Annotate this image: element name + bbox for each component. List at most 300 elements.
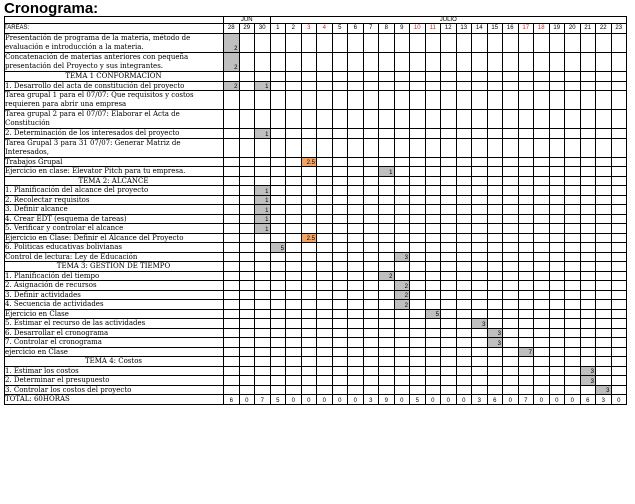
day-cell	[441, 34, 457, 53]
day-cell	[503, 53, 519, 72]
day-cell	[488, 82, 504, 92]
day-cell	[379, 234, 395, 244]
day-cell	[379, 262, 395, 272]
day-cell	[395, 53, 411, 72]
day-cell	[333, 72, 349, 82]
day-cell	[240, 110, 256, 129]
day-cell	[488, 196, 504, 206]
day-cell	[302, 72, 318, 82]
day-cell	[426, 139, 442, 158]
day-cell	[255, 253, 271, 263]
day-cell	[503, 139, 519, 158]
day-cell	[472, 300, 488, 310]
day-cell	[317, 376, 333, 386]
day-cell	[240, 300, 256, 310]
task-bar: 3	[596, 386, 612, 396]
day-cell	[550, 281, 566, 291]
day-cell	[596, 224, 612, 234]
day-cell	[333, 215, 349, 225]
day-cell	[503, 357, 519, 367]
day-header: 23	[612, 24, 628, 34]
day-cell	[286, 357, 302, 367]
day-cell	[255, 177, 271, 187]
day-cell	[457, 281, 473, 291]
day-cell	[302, 357, 318, 367]
day-cell	[596, 129, 612, 139]
day-cell	[426, 158, 442, 168]
day-cell	[503, 262, 519, 272]
task-name: Ejercicio en Clase	[4, 310, 224, 320]
day-cell	[534, 272, 550, 282]
day-cell	[472, 129, 488, 139]
day-cell	[271, 158, 287, 168]
day-cell	[550, 262, 566, 272]
day-cell	[441, 224, 457, 234]
day-cell	[317, 291, 333, 301]
day-cell	[581, 386, 597, 396]
day-cell	[426, 243, 442, 253]
day-header: 30	[255, 24, 271, 34]
day-cell	[596, 158, 612, 168]
day-cell	[317, 53, 333, 72]
day-cell	[519, 91, 535, 110]
task-bar: 1	[255, 129, 271, 139]
day-cell	[348, 196, 364, 206]
day-cell	[441, 215, 457, 225]
day-cell	[457, 186, 473, 196]
day-cell	[348, 262, 364, 272]
task-name: 2. Determinación de los interesados del proyecto	[4, 129, 224, 139]
day-cell	[348, 234, 364, 244]
day-cell	[364, 253, 380, 263]
day-cell	[581, 139, 597, 158]
day-cell	[596, 234, 612, 244]
task-bar: 1	[255, 196, 271, 206]
day-cell	[395, 139, 411, 158]
day-cell	[612, 139, 628, 158]
day-cell	[224, 139, 240, 158]
day-cell	[317, 367, 333, 377]
day-cell	[612, 376, 628, 386]
day-cell	[333, 300, 349, 310]
day-cell	[333, 253, 349, 263]
day-cell	[395, 205, 411, 215]
day-cell	[317, 205, 333, 215]
day-cell	[550, 53, 566, 72]
day-cell	[441, 338, 457, 348]
day-cell	[519, 72, 535, 82]
day-cell	[348, 291, 364, 301]
day-cell	[410, 129, 426, 139]
day-cell	[457, 310, 473, 320]
task-bar: 3	[581, 367, 597, 377]
day-cell	[271, 53, 287, 72]
day-cell	[271, 338, 287, 348]
day-cell	[565, 215, 581, 225]
day-cell	[612, 348, 628, 358]
day-cell	[426, 91, 442, 110]
day-cell	[302, 224, 318, 234]
day-cell	[457, 53, 473, 72]
day-cell	[364, 110, 380, 129]
day-cell	[255, 338, 271, 348]
day-cell	[550, 91, 566, 110]
day-cell	[534, 281, 550, 291]
day-cell	[410, 348, 426, 358]
month-header: JULIO	[271, 16, 628, 24]
day-cell	[565, 205, 581, 215]
day-cell	[612, 243, 628, 253]
day-cell	[271, 329, 287, 339]
day-cell	[550, 110, 566, 129]
day-cell	[379, 110, 395, 129]
day-header: 3	[302, 24, 318, 34]
day-cell	[224, 224, 240, 234]
day-cell	[364, 139, 380, 158]
total-cell: 6	[488, 395, 504, 405]
day-cell	[240, 53, 256, 72]
day-cell	[224, 158, 240, 168]
day-cell	[333, 281, 349, 291]
day-cell	[596, 82, 612, 92]
day-cell	[519, 53, 535, 72]
day-cell	[612, 53, 628, 72]
day-cell	[255, 319, 271, 329]
day-cell	[317, 110, 333, 129]
day-cell	[534, 110, 550, 129]
day-cell	[441, 91, 457, 110]
day-cell	[426, 253, 442, 263]
day-cell	[224, 329, 240, 339]
day-cell	[271, 129, 287, 139]
day-cell	[534, 196, 550, 206]
day-cell	[581, 224, 597, 234]
day-cell	[286, 234, 302, 244]
day-cell	[488, 300, 504, 310]
day-cell	[503, 177, 519, 187]
day-cell	[441, 205, 457, 215]
day-cell	[410, 272, 426, 282]
day-cell	[379, 281, 395, 291]
day-cell	[534, 234, 550, 244]
day-cell	[348, 329, 364, 339]
day-cell	[550, 139, 566, 158]
day-cell	[534, 139, 550, 158]
day-cell	[472, 338, 488, 348]
day-cell	[472, 186, 488, 196]
day-cell	[333, 386, 349, 396]
day-cell	[472, 53, 488, 72]
day-cell	[519, 357, 535, 367]
day-cell	[565, 186, 581, 196]
day-cell	[550, 243, 566, 253]
day-cell	[503, 243, 519, 253]
day-header: 7	[364, 24, 380, 34]
day-cell	[255, 272, 271, 282]
day-cell	[488, 348, 504, 358]
day-cell	[472, 224, 488, 234]
day-cell	[426, 386, 442, 396]
day-cell	[488, 243, 504, 253]
total-cell: 0	[441, 395, 457, 405]
day-cell	[612, 224, 628, 234]
day-cell	[348, 272, 364, 282]
task-name: Ejercicio en clase: Elevator Pitch para tu empresa.	[4, 167, 224, 177]
day-cell	[534, 224, 550, 234]
day-cell	[565, 234, 581, 244]
day-cell	[550, 272, 566, 282]
task-name: Tarea Grupal 3 para 31 07/07: Generar Matriz de Interesados,	[4, 139, 224, 158]
day-cell	[550, 167, 566, 177]
day-cell	[271, 91, 287, 110]
day-cell	[488, 158, 504, 168]
day-cell	[317, 272, 333, 282]
day-cell	[612, 300, 628, 310]
day-cell	[240, 367, 256, 377]
day-cell	[255, 234, 271, 244]
day-cell	[348, 72, 364, 82]
day-cell	[348, 110, 364, 129]
day-cell	[364, 348, 380, 358]
day-cell	[317, 82, 333, 92]
day-cell	[364, 281, 380, 291]
day-cell	[519, 262, 535, 272]
day-cell	[441, 53, 457, 72]
day-cell	[457, 253, 473, 263]
day-cell	[395, 310, 411, 320]
day-cell	[410, 224, 426, 234]
day-cell	[581, 110, 597, 129]
day-cell	[271, 367, 287, 377]
day-cell	[302, 215, 318, 225]
day-cell	[565, 196, 581, 206]
day-cell	[410, 281, 426, 291]
day-cell	[317, 310, 333, 320]
day-cell	[488, 291, 504, 301]
day-cell	[379, 253, 395, 263]
day-cell	[302, 262, 318, 272]
day-cell	[426, 367, 442, 377]
day-cell	[534, 367, 550, 377]
task-bar: 1	[255, 215, 271, 225]
day-cell	[379, 53, 395, 72]
day-cell	[240, 262, 256, 272]
day-cell	[534, 215, 550, 225]
day-cell	[271, 253, 287, 263]
day-cell	[224, 196, 240, 206]
day-cell	[550, 196, 566, 206]
day-cell	[612, 319, 628, 329]
day-cell	[550, 300, 566, 310]
day-cell	[612, 129, 628, 139]
day-cell	[581, 205, 597, 215]
day-cell	[317, 243, 333, 253]
day-cell	[550, 72, 566, 82]
day-cell	[302, 53, 318, 72]
day-cell	[596, 262, 612, 272]
day-cell	[565, 91, 581, 110]
day-cell	[255, 357, 271, 367]
day-cell	[379, 376, 395, 386]
day-cell	[488, 215, 504, 225]
task-name: 1. Planificación del tiempo	[4, 272, 224, 282]
day-cell	[519, 129, 535, 139]
day-cell	[534, 91, 550, 110]
day-cell	[581, 158, 597, 168]
day-cell	[441, 129, 457, 139]
day-cell	[550, 234, 566, 244]
day-cell	[534, 243, 550, 253]
total-cell: 7	[255, 395, 271, 405]
day-cell	[410, 300, 426, 310]
day-cell	[410, 215, 426, 225]
day-cell	[286, 177, 302, 187]
day-cell	[441, 272, 457, 282]
day-cell	[612, 215, 628, 225]
day-cell	[348, 177, 364, 187]
day-cell	[379, 139, 395, 158]
day-cell	[565, 281, 581, 291]
day-cell	[426, 338, 442, 348]
day-cell	[612, 177, 628, 187]
day-cell	[364, 319, 380, 329]
day-header: 13	[457, 24, 473, 34]
day-cell	[302, 348, 318, 358]
day-cell	[302, 253, 318, 263]
day-cell	[224, 281, 240, 291]
total-cell: 0	[503, 395, 519, 405]
day-cell	[286, 272, 302, 282]
day-cell	[534, 72, 550, 82]
day-cell	[333, 262, 349, 272]
day-cell	[395, 129, 411, 139]
day-cell	[348, 367, 364, 377]
day-cell	[534, 186, 550, 196]
day-cell	[379, 91, 395, 110]
day-cell	[488, 91, 504, 110]
day-cell	[255, 158, 271, 168]
day-cell	[333, 376, 349, 386]
task-bar: 3	[488, 329, 504, 339]
day-cell	[379, 72, 395, 82]
day-cell	[395, 272, 411, 282]
task-name: Ejercicio en Clase: Definir el Alcance del Proyecto	[4, 234, 224, 244]
day-cell	[519, 110, 535, 129]
day-cell	[348, 82, 364, 92]
day-cell	[612, 158, 628, 168]
day-cell	[395, 34, 411, 53]
day-cell	[441, 158, 457, 168]
day-cell	[472, 34, 488, 53]
day-cell	[441, 82, 457, 92]
day-cell	[302, 177, 318, 187]
day-cell	[596, 272, 612, 282]
day-cell	[364, 72, 380, 82]
day-cell	[240, 139, 256, 158]
day-cell	[565, 34, 581, 53]
total-cell: 0	[534, 395, 550, 405]
day-cell	[612, 386, 628, 396]
day-cell	[457, 91, 473, 110]
day-cell	[426, 291, 442, 301]
day-cell	[333, 34, 349, 53]
task-bar: 2	[395, 291, 411, 301]
day-cell	[472, 139, 488, 158]
day-cell	[240, 376, 256, 386]
day-cell	[302, 291, 318, 301]
day-cell	[286, 310, 302, 320]
day-cell	[488, 234, 504, 244]
day-cell	[317, 196, 333, 206]
header-blank	[4, 16, 224, 24]
day-cell	[550, 348, 566, 358]
day-cell	[426, 186, 442, 196]
day-cell	[302, 281, 318, 291]
day-cell	[457, 158, 473, 168]
task-bar: 1	[255, 82, 271, 92]
day-cell	[472, 243, 488, 253]
day-cell	[488, 110, 504, 129]
day-cell	[317, 329, 333, 339]
day-cell	[348, 158, 364, 168]
day-cell	[565, 158, 581, 168]
day-cell	[410, 177, 426, 187]
task-bar: 2	[224, 53, 240, 72]
day-cell	[488, 139, 504, 158]
day-cell	[286, 205, 302, 215]
day-cell	[348, 34, 364, 53]
day-cell	[472, 310, 488, 320]
day-header: 5	[333, 24, 349, 34]
day-cell	[534, 329, 550, 339]
day-cell	[286, 158, 302, 168]
day-cell	[302, 367, 318, 377]
day-cell	[426, 34, 442, 53]
day-cell	[271, 139, 287, 158]
day-cell	[286, 338, 302, 348]
day-cell	[488, 34, 504, 53]
day-cell	[395, 82, 411, 92]
day-cell	[550, 215, 566, 225]
day-cell	[612, 205, 628, 215]
day-cell	[302, 196, 318, 206]
day-cell	[441, 281, 457, 291]
day-cell	[472, 253, 488, 263]
day-cell	[519, 272, 535, 282]
day-cell	[224, 367, 240, 377]
day-cell	[426, 319, 442, 329]
day-cell	[302, 129, 318, 139]
day-cell	[240, 91, 256, 110]
day-cell	[519, 224, 535, 234]
day-cell	[550, 177, 566, 187]
day-cell	[488, 53, 504, 72]
day-cell	[224, 129, 240, 139]
day-cell	[286, 281, 302, 291]
day-cell	[271, 376, 287, 386]
day-cell	[348, 186, 364, 196]
day-cell	[441, 291, 457, 301]
day-cell	[596, 186, 612, 196]
task-name: 3. Definir actividades	[4, 291, 224, 301]
day-cell	[534, 300, 550, 310]
day-cell	[302, 386, 318, 396]
day-cell	[472, 386, 488, 396]
task-name: 2. Asignación de recursos	[4, 281, 224, 291]
day-cell	[286, 53, 302, 72]
day-cell	[379, 215, 395, 225]
day-cell	[596, 34, 612, 53]
